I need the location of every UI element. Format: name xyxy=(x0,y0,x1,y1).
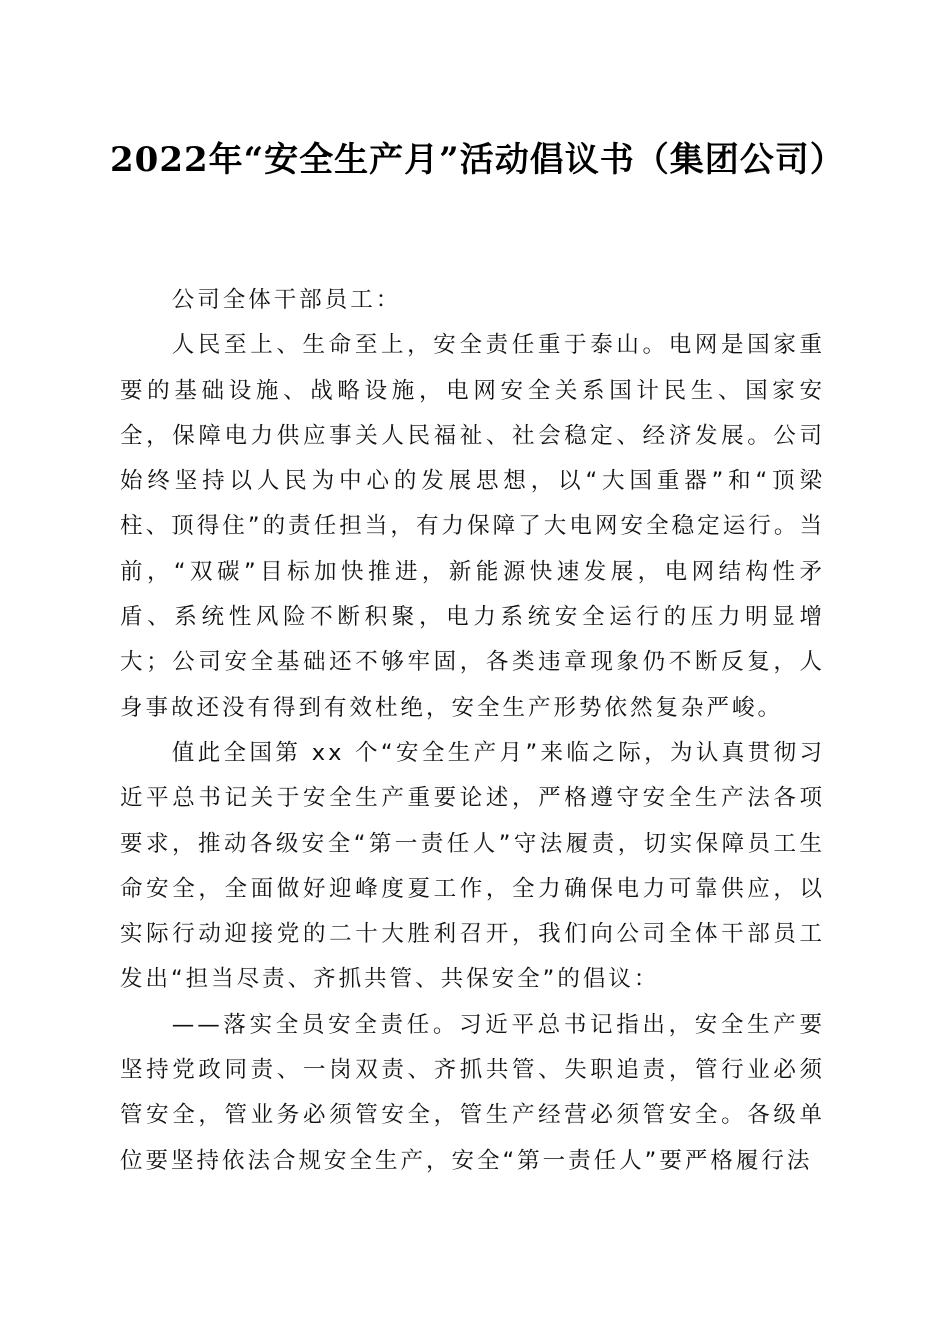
initiative-paragraph: 值此全国第 xx 个“安全生产月”来临之际，为认真贯彻习近平总书记关于安全生产重要论述，严格遵守安全生产法各项要求，推动各级安全“第一责任人”守法履责，切实保障员工生命安全，全面做好迎峰度夏工作，全力确保电力可靠供应，以实际行动迎接党的二十大胜利召开，我们向公司全体干部员工发出“担当尽责、齐抓共管、共保安全”的倡议： xyxy=(120,739,825,993)
responsibility-paragraph: ——落实全员安全责任。习近平总书记指出，安全生产要坚持党政同责、一岗双责、齐抓共管、失职追责，管行业必须管安全，管业务必须管安全，管生产经营必须管安全。各级单位要坚持依法合规安全生产，安全“第一责任人”要严格履行法 xyxy=(120,1011,825,1174)
document-body xyxy=(120,278,825,1184)
document-title: 2022年“安全生产月”活动倡议书（集团公司） xyxy=(110,140,845,180)
salutation-paragraph: 公司全体干部员工： xyxy=(171,287,402,313)
background-paragraph: 人民至上、生命至上，安全责任重于泰山。电网是国家重要的基础设施、战略设施，电网安全关系国计民生、国家安全，保障电力供应事关人民福祉、社会稳定、经济发展。公司始终坚持以人民为中心的发展思想，以“大国重器”和“顶梁柱、顶得住”的责任担当，有力保障了大电网安全稳定运行。当前，“双碳”目标加快推进，新能源快速发展，电网结构性矛盾、系统性风险不断积聚，电力系统安全运行的压力明显增大；公司安全基础还不够牢固，各类违章现象仍不断反复，人身事故还没有得到有效杜绝，安全生产形势依然复杂严峻。 xyxy=(120,332,825,721)
